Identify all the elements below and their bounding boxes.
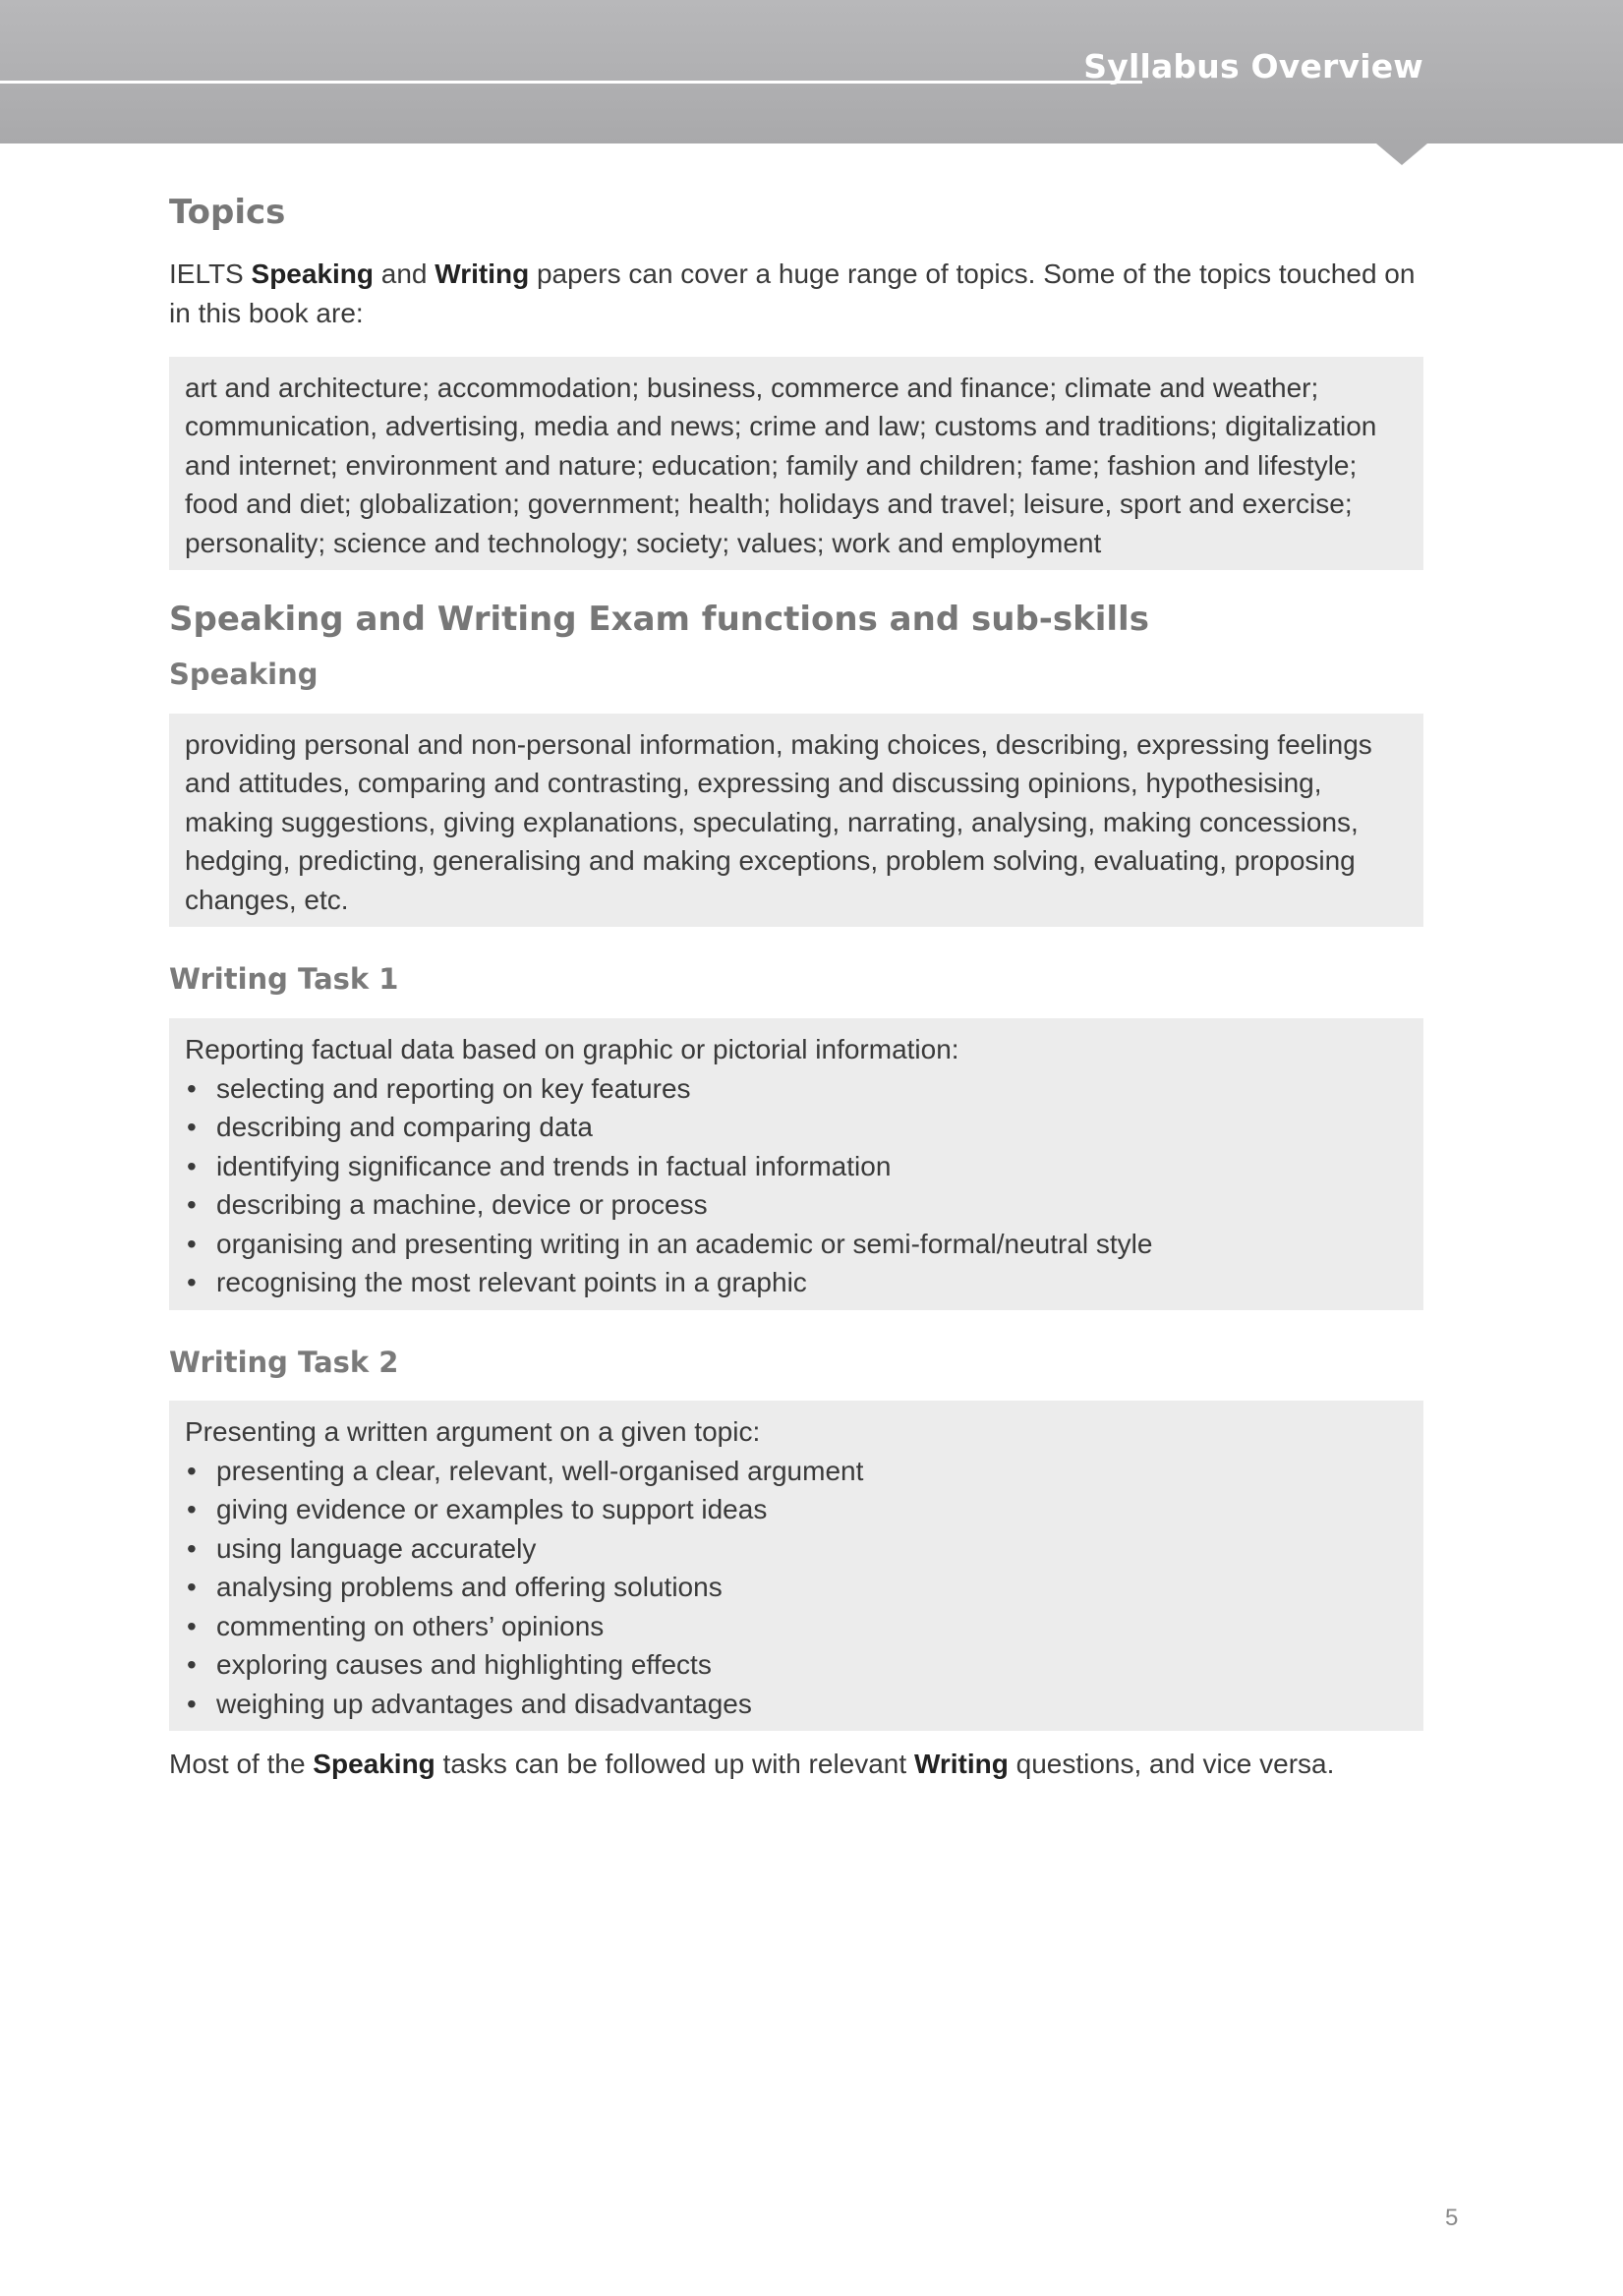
writing-task-1-heading: Writing Task 1 [169,962,399,997]
list-item: • describing a machine, device or process [185,1185,1410,1225]
header-rule [0,81,1142,84]
writing-task-2-heading: Writing Task 2 [169,1345,399,1379]
list-item: • identifying significance and trends in factual information [185,1147,1410,1186]
writing-task-1-intro: Reporting factual data based on graphic or pictorial information: [185,1034,959,1065]
topics-box [169,357,1423,571]
header-title: Syllabus Overview [1083,47,1423,86]
closing-text: Most of the Speaking tasks can be followed up with relevant Writing questions, and vice versa. [169,1749,1335,1780]
speaking-text: providing personal and non-personal information, making choices, describing, expressing feelings and attitudes, comparing and contrasting, expressing and discussing opinions, hypothesising, making suggestions, giving explanations, speculating, narrating, analysing, making concessions, hedging, predicting, generalising and making exceptions, problem solving, evaluating, proposing changes, etc. [185,728,1372,915]
page-header [0,0,1623,144]
list-item: • selecting and reporting on key features [185,1069,1410,1109]
list-item: • analysing problems and offering solutions [185,1568,1410,1607]
writing-task-2-intro: Presenting a written argument on a given topic: [185,1416,761,1448]
functions-heading: Speaking and Writing Exam functions and sub-skills [169,600,1149,640]
list-item: • organising and presenting writing in an academic or semi-formal/neutral style [185,1225,1410,1264]
list-item: • commenting on others’ opinions [185,1607,1410,1646]
list-item: • recognising the most relevant points in a graphic [185,1263,1410,1302]
speaking-heading: Speaking [169,658,319,692]
writing-task-1-box [169,1018,1423,1310]
list-item: • weighing up advantages and disadvantages [185,1685,1410,1724]
page-content [169,193,1423,1784]
speaking-box [169,714,1423,928]
writing-task-2-box [169,1401,1423,1731]
writing-task-2-list [185,1452,1410,1724]
list-item: • exploring causes and highlighting effects [185,1645,1410,1685]
header-notch [1376,144,1427,165]
list-item: • presenting a clear, relevant, well-organised argument [185,1452,1410,1491]
page-number: 5 [1445,2205,1459,2231]
list-item: • giving evidence or examples to support ideas [185,1490,1410,1529]
topics-intro: IELTS Speaking and Writing papers can cover a huge range of topics. Some of the topics touched on in this book are: [169,258,1416,328]
writing-task-1-list [185,1069,1410,1302]
list-item: • using language accurately [185,1529,1410,1569]
topics-list: art and architecture; accommodation; business, commerce and finance; climate and weather; communication, advertising, media and news; crime and law; customs and traditions; digitalization and internet; environment and nature; education; family and children; fame; fashion and lifestyle; food and diet; globalization; government; health; holidays and travel; leisure, sport and exercise; personality; science and technology; society; values; work and employment [185,372,1377,558]
topics-heading: Topics [169,193,286,232]
list-item: • describing and comparing data [185,1108,1410,1147]
